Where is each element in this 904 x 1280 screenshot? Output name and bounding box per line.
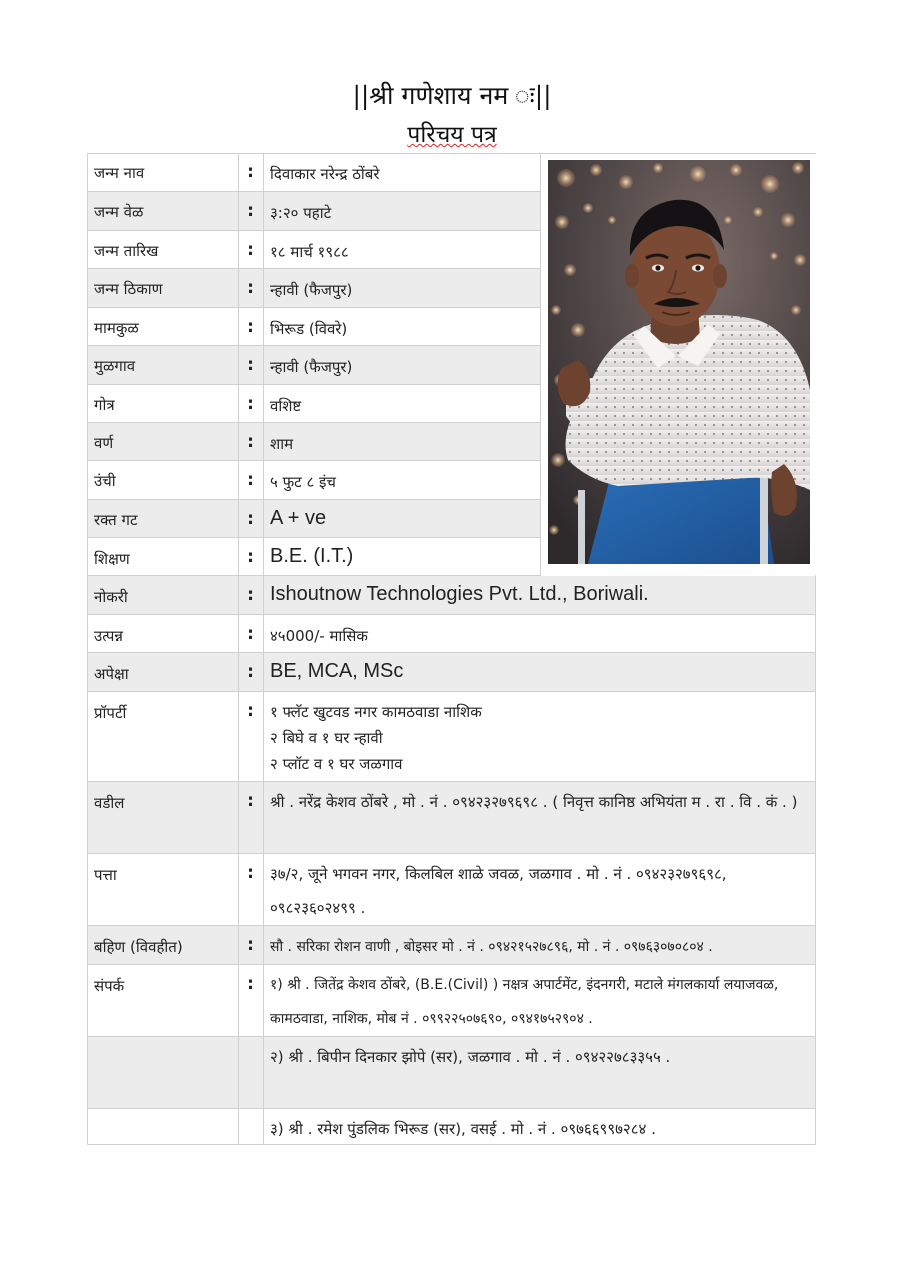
page-title: परिचय पत्र	[407, 122, 497, 148]
row-value: A + ve	[270, 507, 327, 529]
colon: :	[247, 662, 254, 682]
property-line: १ फ्लॅट खुटवड नगर कामठवाडा नाशिक	[270, 703, 482, 721]
row-value: BE, MCA, MSc	[270, 660, 404, 682]
property-line: २ प्लॉट व १ घर जळगाव	[270, 755, 403, 773]
row-value: सौ . सरिका रोशन वाणी , बोइसर मो . नं . ०९४२१५२७८९६, मो . नं . ०९७६३०७०८०४ .	[270, 939, 713, 955]
colon: :	[247, 278, 254, 298]
table-row-expectation	[88, 653, 815, 692]
row-label: पत्ता	[94, 866, 117, 884]
row-label: शिक्षण	[94, 550, 130, 568]
table-row-native-place	[88, 346, 541, 385]
table-row-sister	[88, 926, 815, 965]
colon: :	[247, 935, 254, 955]
row-label: संपर्क	[94, 977, 125, 995]
colon: :	[247, 624, 254, 644]
biodata-table	[87, 153, 816, 1145]
row-label: मामकुळ	[94, 319, 139, 337]
row-value: ३:२० पहाटे	[270, 204, 332, 222]
table-row-complexion	[88, 423, 541, 461]
row-label: रक्त गट	[94, 511, 138, 529]
table-row-birth-date	[88, 231, 541, 269]
row-value: २) श्री . बिपीन दिनकार झोपे (सर), जळगाव . मो . नं . ०९४२२७८३३५५ .	[270, 1048, 671, 1066]
row-value: १८ मार्च १९८८	[270, 243, 349, 261]
colon: :	[247, 394, 254, 414]
table-row-address	[88, 854, 815, 926]
row-value: दिवाकार नरेन्द्र ठोंबरे	[270, 165, 380, 183]
colon: :	[247, 509, 254, 529]
row-label: गोत्र	[94, 396, 115, 414]
row-value: श्री . नरेंद्र केशव ठोंबरे , मो . नं . ०९४२३२७९६९८ . ( निवृत्त कानिष्ठ अभियंता म . रा . वि . कं . )	[270, 793, 798, 811]
row-value: ३) श्री . रमेश पुंडलिक भिरूड (सर), वसई . मो . नं . ०९७६६९९७२८४ .	[270, 1120, 656, 1138]
table-row-contact-1	[88, 965, 815, 1037]
colon: :	[247, 317, 254, 337]
table-row-gotra	[88, 385, 541, 423]
row-value: १) श्री . जितेंद्र केशव ठोंबरे, (B.E.(Civil) ) नक्षत्र अपार्टमेंट, इंदनगरी, मटाले मंगलकार्या लयाजवळ, कामठवाडा, नाशिक, मोब नं . ०९९२२५०७६९०, ०९४१७५२९०४ .	[270, 977, 779, 1027]
row-label: जन्म नाव	[94, 164, 145, 182]
row-value: शाम	[270, 435, 294, 453]
colon: :	[247, 974, 254, 994]
colon: :	[247, 201, 254, 221]
colon: :	[247, 432, 254, 452]
row-label: उत्पन्न	[94, 627, 123, 645]
colon: :	[247, 162, 254, 182]
row-value: भिरूड (विवरे)	[270, 320, 348, 338]
colon: :	[247, 791, 254, 811]
row-label: वर्ण	[94, 434, 114, 452]
table-row-height	[88, 461, 541, 500]
profile-photo	[548, 160, 810, 564]
row-value: ३७/२, जूने भगवन नगर, किलबिल शाळे जवळ, जळगाव . मो . नं . ०९४२३२७९६९८, ०९८२३६०२४९९ .	[270, 865, 727, 917]
row-value: वशिष्ट	[270, 397, 302, 415]
table-row-birth-time	[88, 192, 541, 231]
colon: :	[247, 355, 254, 375]
row-value: B.E. (I.T.)	[270, 545, 354, 567]
colon: :	[247, 701, 254, 721]
row-value: Ishoutnow Technologies Pvt. Ltd., Boriwali.	[270, 583, 649, 605]
row-value: न्हावी (फैजपुर)	[270, 281, 353, 299]
colon: :	[247, 470, 254, 490]
table-row-father	[88, 782, 815, 854]
row-label: जन्म ठिकाण	[94, 280, 163, 298]
row-label: जन्म तारिख	[94, 242, 159, 260]
row-label: जन्म वेळ	[94, 203, 144, 221]
table-row-income	[88, 615, 815, 653]
row-label: वडील	[94, 794, 125, 812]
colon: :	[247, 863, 254, 883]
row-label: बहिण (विवहीत)	[94, 938, 183, 956]
colon: :	[247, 585, 254, 605]
row-value-lines	[270, 699, 807, 777]
photo-cell	[540, 154, 816, 575]
table-row-education	[88, 538, 541, 576]
property-line: २ बिघे व १ घर न्हावी	[270, 729, 383, 747]
table-row-contact-3	[88, 1109, 815, 1145]
row-value: न्हावी (फैजपुर)	[270, 358, 353, 376]
row-label: उंची	[94, 472, 116, 490]
row-label: नोकरी	[94, 588, 128, 606]
table-row-contact-2	[88, 1037, 815, 1109]
colon: :	[247, 547, 254, 567]
row-label: अपेक्षा	[94, 665, 129, 683]
row-value: ५ फुट ८ इंच	[270, 473, 336, 491]
row-value: ४५000/- मासिक	[270, 627, 368, 645]
row-label: मुळगाव	[94, 357, 136, 375]
table-row-birth-place	[88, 269, 541, 308]
table-row-maternal-family	[88, 308, 541, 346]
table-row-property	[88, 692, 815, 782]
table-row-blood-group	[88, 500, 541, 538]
table-row-job	[88, 576, 815, 615]
invocation-heading: ||श्री गणेशाय नम ः||	[352, 81, 552, 110]
row-label: प्रॉपर्टी	[94, 704, 127, 722]
colon: :	[247, 240, 254, 260]
table-row-birth-name	[88, 154, 541, 192]
